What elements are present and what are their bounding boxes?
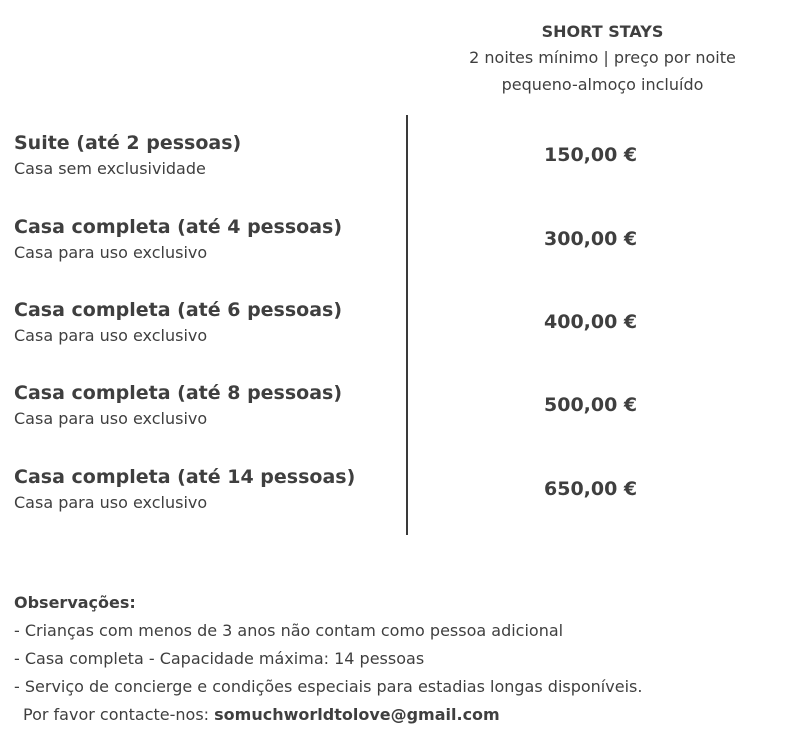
note-item: - Casa completa - Capacidade máxima: 14 pessoas: [14, 649, 425, 668]
room-name: Casa completa (até 6 pessoas): [14, 299, 343, 321]
contact-email[interactable]: somuchworldtolove@gmail.com: [214, 705, 500, 724]
contact-prefix: Por favor contacte-nos:: [23, 705, 210, 724]
contact-line: [14, 701, 794, 729]
price-row: [14, 464, 794, 534]
header-line-1: 2 noites mínimo | preço por noite: [469, 48, 736, 67]
room-description: Casa para uso exclusivo: [14, 493, 208, 512]
price-row: [14, 130, 794, 200]
room-price: 300,00 €: [544, 228, 638, 250]
note-item: - Serviço de concierge e condições especiais para estadias longas disponíveis.: [14, 677, 643, 696]
room-price: 500,00 €: [544, 394, 638, 416]
price-row: [14, 214, 794, 284]
room-name: Suite (até 2 pessoas): [14, 132, 242, 154]
notes-section: [14, 589, 794, 729]
room-price: 650,00 €: [544, 478, 638, 500]
price-row: [14, 380, 794, 450]
notes-title: Observações:: [14, 593, 136, 612]
header-line-2: pequeno-almoço incluído: [501, 75, 704, 94]
note-item: - Crianças com menos de 3 anos não contam como pessoa adicional: [14, 621, 564, 640]
room-description: Casa para uso exclusivo: [14, 243, 208, 262]
room-price: 150,00 €: [544, 144, 638, 166]
pricing-header: [400, 20, 800, 98]
price-row: [14, 297, 794, 367]
room-name: Casa completa (até 4 pessoas): [14, 216, 343, 238]
room-description: Casa para uso exclusivo: [14, 409, 208, 428]
room-description: Casa para uso exclusivo: [14, 326, 208, 345]
room-name: Casa completa (até 14 pessoas): [14, 466, 356, 488]
header-title: SHORT STAYS: [541, 22, 664, 41]
room-price: 400,00 €: [544, 311, 638, 333]
room-name: Casa completa (até 8 pessoas): [14, 382, 343, 404]
room-description: Casa sem exclusividade: [14, 159, 206, 178]
